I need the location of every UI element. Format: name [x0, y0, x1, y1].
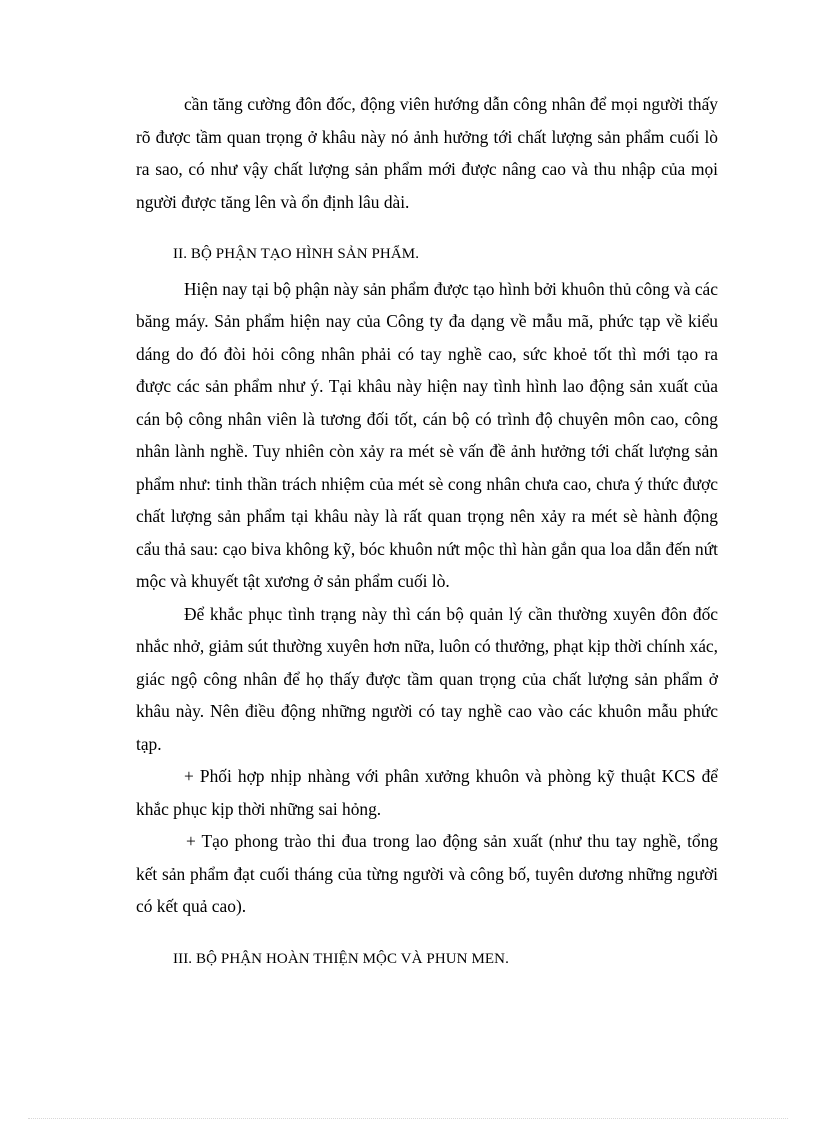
section-spacer: [136, 218, 718, 238]
bullet-phoi-hop: + Phối hợp nhịp nhàng với phân xưởng khuôn và phòng kỹ thuật KCS để khắc phục kịp thời những sai hỏng.: [136, 766, 718, 819]
paragraph-khac-phuc: Để khắc phục tình trạng này thì cán bộ quản lý cần thường xuyên đôn đốc nhắc nhở, giảm sút thường xuyên hơn nữa, luôn có thưởng, phạt kịp thời chính xác, giác ngộ công nhân để họ thấy được tầm quan trọng của chất lượng sản phẩm ở khâu này. Nên điều động những người có tay nghề cao vào các khuôn mẫu phức tạp.: [136, 603, 718, 754]
paragraph-tao-hinh: Hiện nay tại bộ phận này sản phẩm được tạo hình bởi khuôn thủ công và các băng máy. Sản phẩm hiện nay của Công ty đa dạng về mẫu mã, phức tạp về kiểu dáng do đó đòi hỏi công nhân phải có tay nghề cao, sức khoẻ tốt thì mới tạo ra được các sản phẩm như ý. Tại khâu này hiện nay tình hình lao động sản xuất của cán bộ công nhân viên là tương đối tốt, cán bộ có trình độ chuyên môn cao, công nhân lành nghề. Tuy nhiên còn xảy ra mét sè vấn đề ảnh hưởng tới chất lượng sản phẩm như: tinh thần trách nhiệm của mét sè cong nhân chưa cao, chưa ý thức được chất lượng sản phẩm tại khâu này là rất quan trọng nên xảy ra mét sè hành động cẩu thả sau: cạo biva không kỹ, bóc khuôn nứt mộc thì hàn gắn qua loa dẫn đến nứt mộc và khuyết tật xương ở sản phẩm cuối lò.: [136, 278, 718, 591]
bullet-thi-dua: + Tạo phong trào thi đua trong lao động sản xuất (như thu tay nghề, tổng kết sản phẩm đạt cuối tháng của từng người và công bố, tuyên dương những người có kết quả cao).: [136, 831, 718, 916]
document-page: [136, 88, 718, 975]
section-spacer: [136, 923, 718, 943]
paragraph-continuation: cần tăng cường đôn đốc, động viên hướng dẫn công nhân để mọi người thấy rõ được tầm quan trọng ở khâu này nó ảnh hưởng tới chất lượng sản phẩm cuối lò ra sao, có như vậy chất lượng sản phẩm mới được nâng cao và thu nhập của mọi người được tăng lên và ổn định lâu dài.: [136, 94, 718, 212]
section-heading-tao-hinh: II. BỘ PHẬN TẠO HÌNH SẢN PHẨM.: [173, 246, 420, 262]
page-bottom-rule: [28, 1118, 788, 1119]
section-heading-hoan-thien: III. BỘ PHẬN HOÀN THIỆN MỘC VÀ PHUN MEN.: [173, 950, 509, 967]
